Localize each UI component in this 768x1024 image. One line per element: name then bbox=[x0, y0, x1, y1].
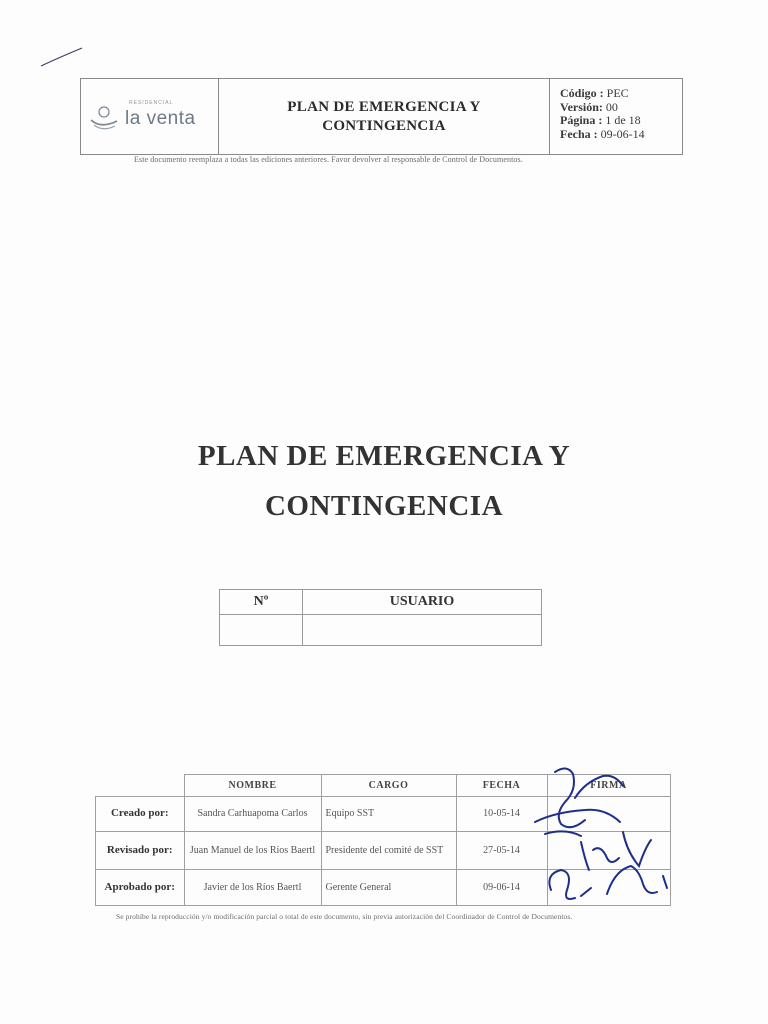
main-title-line1: PLAN DE EMERGENCIA Y bbox=[197, 440, 571, 472]
col-no: Nº bbox=[220, 590, 303, 615]
fecha-label: Fecha : bbox=[560, 126, 598, 141]
document-header bbox=[80, 78, 683, 155]
user-table bbox=[219, 589, 542, 646]
row-fecha: 09-06-14 bbox=[456, 869, 547, 905]
version-label: Versión: bbox=[560, 99, 603, 114]
user-table-row bbox=[220, 615, 542, 646]
logo-icon bbox=[89, 101, 123, 135]
row-cargo: Equipo SST bbox=[321, 796, 456, 831]
fecha-value: 09-06-14 bbox=[600, 126, 645, 141]
row-fecha: 10-05-14 bbox=[456, 796, 547, 831]
row-label: Aprobado por: bbox=[96, 869, 185, 905]
logo-subtext: RESIDENCIAL bbox=[129, 100, 174, 106]
row-label: Creado por: bbox=[96, 796, 185, 831]
cell-usuario bbox=[303, 615, 542, 646]
header-firma: FIRMA bbox=[547, 775, 670, 797]
pagina-label: Página : bbox=[560, 113, 603, 127]
row-cargo: Gerente General bbox=[321, 869, 456, 905]
row-nombre: Sandra Carhuapoma Carlos bbox=[184, 796, 321, 831]
top-note: Este documento reemplaza a todas las ediciones anteriores. Favor devolver al responsable de Control de Documentos. bbox=[134, 155, 523, 164]
pen-mark bbox=[38, 44, 86, 70]
pagina-row bbox=[560, 114, 682, 128]
codigo-row bbox=[560, 87, 682, 101]
version-row bbox=[560, 101, 682, 115]
row-nombre: Javier de los Ríos Baertl bbox=[184, 869, 321, 905]
fecha-row bbox=[560, 128, 682, 142]
logo-name: la venta bbox=[125, 108, 196, 129]
pagina-value: 1 de 18 bbox=[605, 113, 641, 127]
user-table-header bbox=[220, 590, 542, 615]
header-fecha: FECHA bbox=[456, 775, 547, 797]
empty-corner bbox=[96, 775, 185, 797]
version-value: 00 bbox=[605, 99, 618, 114]
header-title-line2: CONTINGENCIA bbox=[322, 117, 446, 134]
row-nombre: Juan Manuel de los Ríos Baertl bbox=[184, 831, 321, 869]
row-cargo: Presidente del comité de SST bbox=[321, 831, 456, 869]
header-title bbox=[219, 79, 550, 154]
codigo-label: Código : bbox=[560, 86, 604, 100]
header-title-line1: PLAN DE EMERGENCIA Y bbox=[287, 98, 481, 115]
cell-no bbox=[220, 615, 303, 646]
row-label: Revisado por: bbox=[96, 831, 185, 869]
bottom-note: Se prohíbe la reproducción y/o modificación parcial o total de este documento, sin previa autorización del Coordinador de Control de Documentos. bbox=[116, 912, 573, 921]
col-usuario: USUARIO bbox=[303, 590, 542, 615]
header-meta bbox=[550, 79, 682, 154]
main-title-line2: CONTINGENCIA bbox=[264, 490, 504, 522]
codigo-value: PEC bbox=[606, 86, 629, 100]
logo-cell bbox=[81, 79, 219, 154]
signatures bbox=[515, 762, 685, 912]
row-fecha: 27-05-14 bbox=[456, 831, 547, 869]
header-nombre: NOMBRE bbox=[184, 775, 321, 797]
header-cargo: CARGO bbox=[321, 775, 456, 797]
